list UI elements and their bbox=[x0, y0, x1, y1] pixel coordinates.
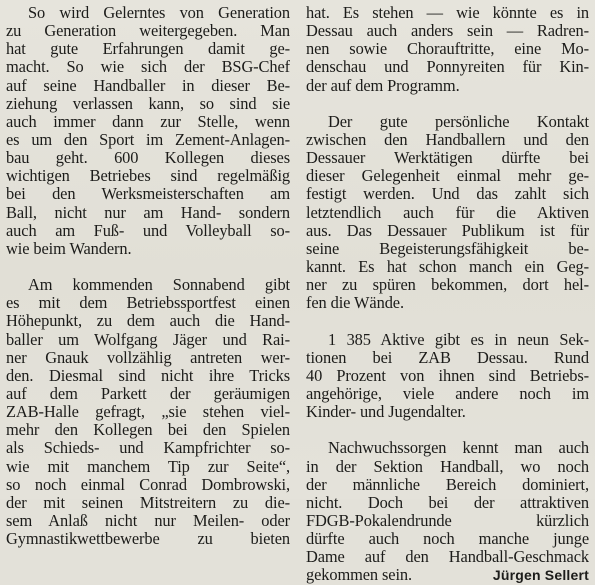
text-line: hat gute Erfahrungen damit ge- bbox=[6, 40, 290, 59]
text-line: so noch einmal Conrad Dombrowski, bbox=[6, 475, 290, 494]
text-line: Gymnastikwettbewerbe zu bieten bbox=[6, 530, 290, 549]
text-line: bei den Werksmeisterschaften am bbox=[6, 185, 290, 204]
text-line: der mit seinen Mitstreitern zu die- bbox=[6, 493, 290, 512]
text-line: nen sowie Chorauftritte, eine Mo- bbox=[306, 40, 589, 59]
text-line: zu Generation weitergegeben. Man bbox=[6, 22, 290, 41]
text-line: wie mit manchem Tip zur Seite“, bbox=[6, 457, 290, 476]
text-line: aus. Das Dessauer Publikum ist für bbox=[306, 221, 589, 240]
text-line: auf dem Parkett der geräumigen bbox=[6, 384, 290, 403]
article-paragraph bbox=[6, 276, 290, 548]
text-line: 40 Prozent von ihnen sind Betriebs- bbox=[306, 366, 589, 385]
text-line: dürfte auch noch manche junge bbox=[306, 530, 589, 549]
text-line: Ball, nicht nur am Hand- sondern bbox=[6, 203, 290, 222]
text-line: als Schieds- und Kampfrichter so- bbox=[6, 439, 290, 458]
text-line: ziehung verlassen kann, so sind sie bbox=[6, 94, 290, 113]
text-line: nicht. Doch bei der attraktiven bbox=[306, 493, 589, 512]
text-line: festigt werden. Und das zahlt sich bbox=[306, 185, 589, 204]
article-column-left bbox=[6, 4, 290, 548]
text-line: angehörige, viele andere noch im bbox=[306, 384, 589, 403]
text-line: kannt. Es hat schon manch ein Geg- bbox=[306, 257, 589, 276]
text-line: fen die Wände. bbox=[306, 294, 404, 313]
text-line: hat. Es stehen — wie könnte es in bbox=[306, 4, 589, 22]
text-line: ZAB-Halle gefragt, „sie stehen viel- bbox=[6, 403, 290, 422]
text-line: letztendlich auch für die Aktiven bbox=[306, 203, 589, 222]
text-line: Der gute persönliche Kontakt bbox=[328, 112, 589, 131]
closing-line-with-byline bbox=[306, 566, 589, 584]
paragraph-gap bbox=[6, 258, 290, 276]
text-line: baller um Wolfgang Jäger und Rai- bbox=[6, 330, 290, 349]
text-line: Höhepunkt, zu dem auch die Hand- bbox=[6, 312, 290, 331]
text-line: sem Anlaß nicht nur Meilen- oder bbox=[6, 511, 290, 530]
text-line: wie beim Wandern. bbox=[6, 239, 132, 258]
text-line: der auf dem Programm. bbox=[306, 76, 460, 95]
article-paragraph bbox=[306, 439, 589, 584]
text-line: Am kommenden Sonnabend gibt bbox=[28, 276, 290, 295]
text-line: dieser Gelegenheit einmal mehr ge- bbox=[306, 167, 589, 186]
text-line: Nachwuchssorgen kennt man auch bbox=[328, 439, 589, 458]
text-line: Kinder- und Jugendalter. bbox=[306, 403, 466, 422]
text-line: den. Diesmal sind nicht ihre Tricks bbox=[6, 366, 290, 385]
text-line: macht. So wie sich der BSG-Chef bbox=[6, 58, 290, 77]
text-line: es um den Sport im Zement-Anlagen- bbox=[6, 130, 290, 149]
text-line: Dame auf den Handball-Geschmack bbox=[306, 548, 589, 567]
text-line: wichtigen Betriebes sind regelmäßig bbox=[6, 167, 290, 186]
text-line: tionen bei ZAB Dessau. Rund bbox=[306, 348, 589, 367]
text-line: FDGB-Pokalendrunde kürzlich bbox=[306, 511, 589, 530]
text-line: bau geht. 600 Kollegen dieses bbox=[6, 149, 290, 168]
text-line: So wird Gelerntes von Generation bbox=[28, 4, 290, 22]
text-line: Dessauer Werktätigen dürfte bei bbox=[306, 149, 589, 168]
article-paragraph bbox=[306, 4, 589, 95]
text-line: ner zu spüren bekommen, dort hel- bbox=[306, 276, 589, 295]
text-line: mehr den Kollegen bei den Spielen bbox=[6, 421, 290, 440]
paragraph-gap bbox=[306, 95, 589, 113]
article-paragraph bbox=[306, 331, 589, 422]
text-line: seine Begeisterungsfähigkeit be- bbox=[306, 239, 589, 258]
text-line: denschau und Ponnyreiten für Kin- bbox=[306, 58, 589, 77]
text-line: in der Sektion Handball, wo noch bbox=[306, 457, 589, 476]
paragraph-gap bbox=[306, 312, 589, 330]
article-paragraph bbox=[6, 4, 290, 258]
text-line: der männliche Bereich dominiert, bbox=[306, 475, 589, 494]
text-line: auch am Fuß- und Volleyball so- bbox=[6, 221, 290, 240]
text-line: zwischen den Handballern und den bbox=[306, 130, 589, 149]
text-line: ner Gnauk vollzählig antreten wer- bbox=[6, 348, 290, 367]
text-line: auch immer dann zur Stelle, wenn bbox=[6, 112, 290, 131]
text-line: Dessau auch anders sein — Radren- bbox=[306, 22, 589, 41]
text-line: gekommen sein. bbox=[306, 565, 413, 585]
paragraph-gap bbox=[306, 421, 589, 439]
text-line: auf seine Handballer in dieser Be- bbox=[6, 76, 290, 95]
author-byline: Jürgen Sellert bbox=[492, 567, 589, 584]
article-paragraph bbox=[306, 113, 589, 313]
text-line: 1 385 Aktive gibt es in neun Sek- bbox=[328, 330, 589, 349]
article-column-right bbox=[306, 4, 589, 585]
text-line: es mit dem Betriebssportfest einen bbox=[6, 294, 290, 313]
